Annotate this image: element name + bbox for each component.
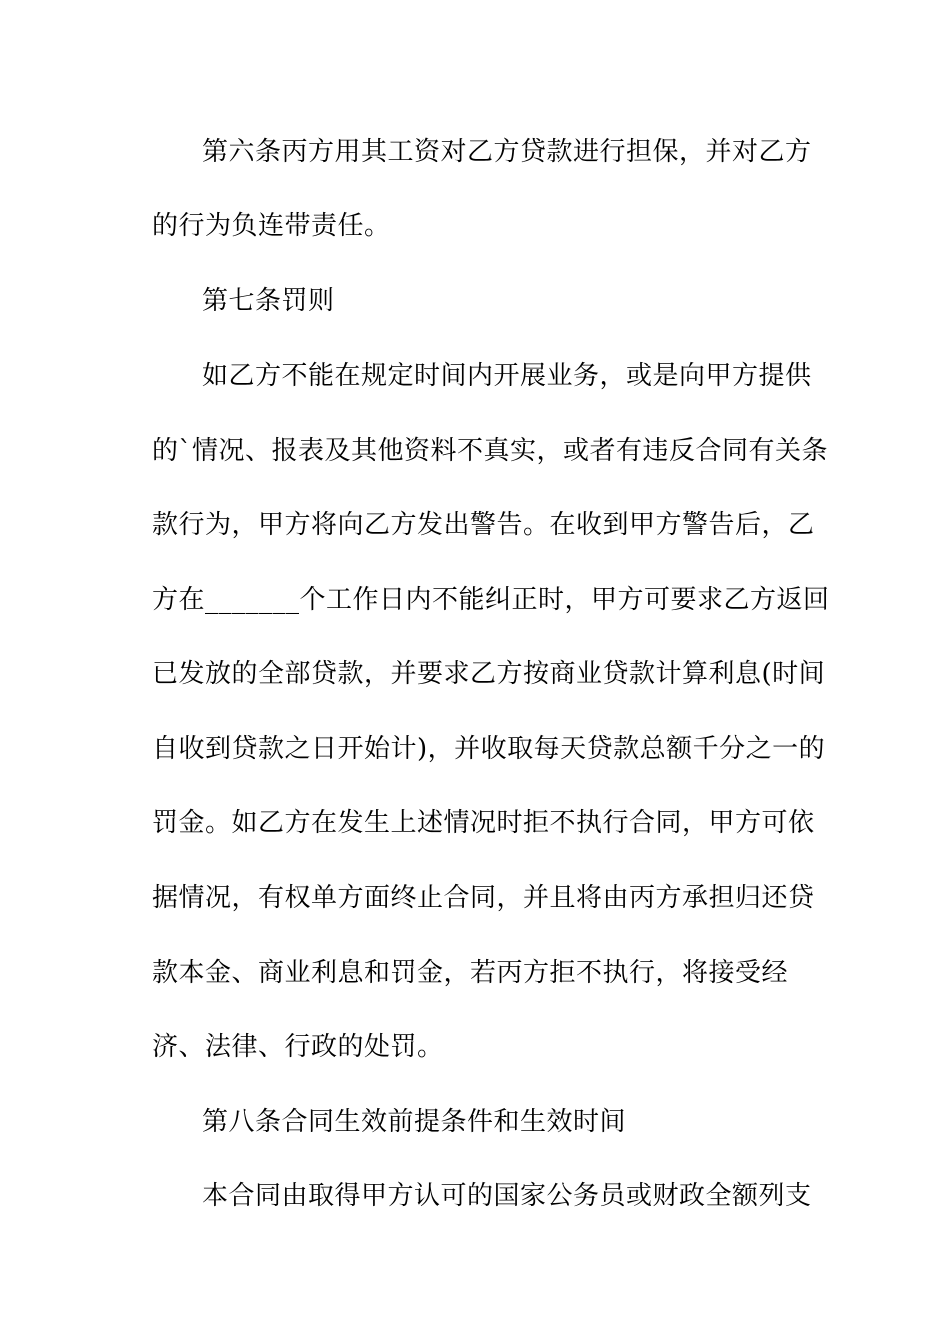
- article-7-line-5: 已发放的全部贷款，并要求乙方按商业贷款计算利息(时间: [152, 659, 826, 689]
- article-7-line-4: 方在_______个工作日内不能纠正时，甲方可要求乙方返回: [152, 585, 830, 615]
- article-6-line-2: 的行为负连带责任。: [152, 211, 391, 241]
- article-7-line-9: 款本金、商业利息和罚金，若丙方拒不执行，将接受经: [152, 958, 789, 988]
- article-6-line-1: 第六条丙方用其工资对乙方贷款进行担保，并对乙方: [202, 137, 812, 167]
- article-7-line-10: 济、法律、行政的处罚。: [152, 1032, 444, 1062]
- article-7-line-1: 如乙方不能在规定时间内开展业务，或是向甲方提供: [202, 361, 812, 391]
- article-8-heading: 第八条合同生效前提条件和生效时间: [202, 1107, 627, 1137]
- article-7-line-6: 自收到贷款之日开始计)，并收取每天贷款总额千分之一的: [152, 734, 826, 764]
- article-7-line-3: 款行为，甲方将向乙方发出警告。在收到甲方警告后，乙: [152, 510, 815, 540]
- article-7-line-7: 罚金。如乙方在发生上述情况时拒不执行合同，甲方可依: [152, 808, 815, 838]
- article-7-line-8: 据情况，有权单方面终止合同，并且将由丙方承担归还贷: [152, 883, 815, 913]
- article-7-heading: 第七条罚则: [202, 286, 335, 316]
- article-7-line-2: 的`情况、报表及其他资料不真实，或者有违反合同有关条: [152, 436, 829, 466]
- article-8-line-1: 本合同由取得甲方认可的国家公务员或财政全额列支: [202, 1181, 812, 1211]
